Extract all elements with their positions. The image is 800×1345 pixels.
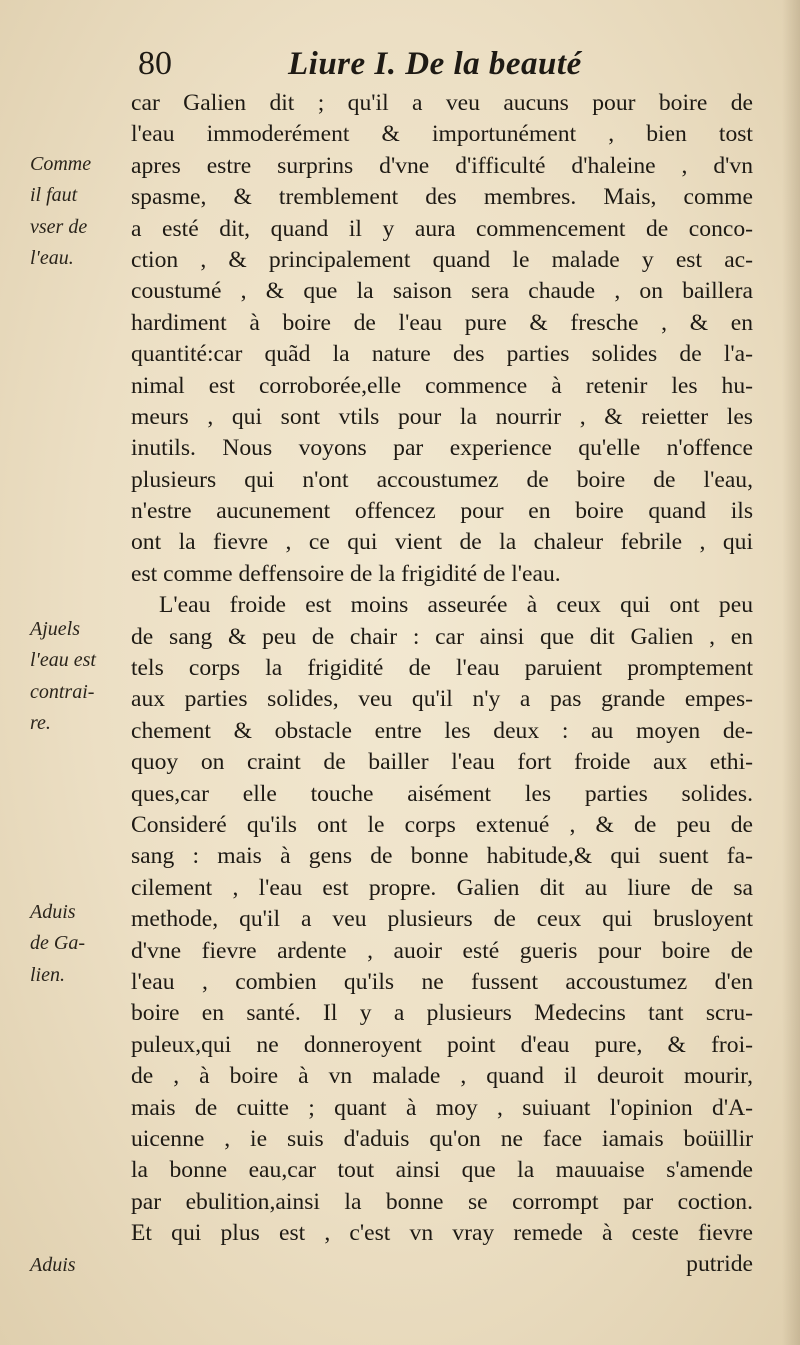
text-line: d'vne fievre ardente , auoir esté gueris pour boire de [131, 937, 753, 964]
margin-note-line: Comme [30, 153, 92, 175]
text-line: plusieurs qui n'ont accoustumez de boire de l'eau, [131, 466, 753, 493]
page-edge-shadow [782, 0, 800, 1345]
page-number: 80 [138, 45, 172, 82]
margin-note-line: de Ga- [30, 932, 85, 955]
text-line: meurs , qui sont vtils pour la nourrir , & reietter les [131, 403, 753, 430]
margin-note-water-use [30, 149, 130, 275]
text-line: ques,car elle touche aisément les parties solides. [131, 780, 753, 807]
text-line: car Galien dit ; qu'il a veu aucuns pour boire de [131, 90, 753, 116]
margin-note-line: Aduis [30, 901, 76, 923]
running-title: Liure I. De la beauté [288, 46, 582, 82]
text-line: par ebulition,ainsi la bonne se corrompt par coction. [131, 1188, 753, 1215]
margin-note-galien [30, 897, 130, 991]
text-line: aux parties solides, veu qu'il n'y a pas grande empes- [131, 686, 753, 713]
text-line: de , à boire à vn malade , quand il deuroit mourir, [131, 1063, 753, 1090]
margin-note-aduis [30, 1250, 130, 1281]
text-line: nimal est corroborée,elle commence à retenir les hu- [131, 372, 753, 399]
margin-note-line: vser de [30, 215, 88, 238]
margin-note-line: l'eau est [30, 649, 96, 672]
text-line: chement & obstacle entre les deux : au moyen de- [131, 717, 753, 744]
margin-note-line: Aduis [30, 1254, 76, 1276]
catchword: putride [686, 1251, 753, 1278]
text-line: n'estre aucunement offencez pour en boire quand ils [131, 498, 753, 525]
margin-note-contrary [30, 614, 130, 740]
margin-note-line: il faut [30, 184, 78, 207]
text-line: tels corps la frigidité de l'eau paruient promptement [131, 655, 753, 682]
text-line: inutils. Nous voyons par experience qu'elle n'offence [131, 435, 753, 462]
text-line: puleux,qui ne donneroyent point d'eau pure, & froi- [131, 1031, 753, 1058]
text-line: spasme, & tremblement des membres. Mais, comme [131, 184, 753, 211]
text-line: l'eau , combien qu'ils ne fussent accoustumez d'en [131, 968, 753, 995]
text-line: quantité:car quãd la nature des parties solides de l'a- [131, 341, 753, 368]
paragraph-start-line: L'eau froide est moins asseurée à ceux qui ont peu [159, 592, 753, 619]
text-line: est comme deffensoire de la frigidité de l'eau. [131, 560, 561, 587]
text-line: coustumé , & que la saison sera chaude , on baillera [131, 278, 753, 305]
text-line: sang : mais à gens de bonne habitude,& qui suent fa- [131, 843, 753, 870]
margin-note-line: Ajuels [30, 618, 80, 640]
margin-note-line: contrai- [30, 680, 95, 703]
text-line: quoy on craint de bailler l'eau fort froide aux ethi- [131, 749, 753, 776]
text-line: uicenne , ie suis d'aduis qu'on ne face iamais boüillir [131, 1125, 753, 1152]
text-line: mais de cuitte ; quant à moy , suiuant l'opinion d'A- [131, 1094, 753, 1121]
text-line: Consideré qu'ils ont le corps extenué , & de peu de [131, 811, 753, 838]
text-line: hardiment à boire de l'eau pure & fresche , & en [131, 309, 753, 336]
margin-note-line: l'eau. [30, 247, 74, 270]
body-text [131, 88, 753, 1281]
text-line: ction , & principalement quand le malade y est ac- [131, 246, 753, 273]
running-head [0, 42, 800, 86]
text-line: apres estre surprins d'vne d'ifficulté d'haleine , d'vn [131, 152, 753, 179]
text-line: methode, qu'il a veu plusieurs de ceux qui brusloyent [131, 906, 753, 933]
text-line: Et qui plus est , c'est vn vray remede à ceste fievre [131, 1220, 753, 1247]
text-line: boire en santé. Il y a plusieurs Medecins tant scru- [131, 1000, 753, 1027]
text-line: de sang & peu de chair : car ainsi que dit Galien , en [131, 623, 753, 650]
text-line: l'eau immoderément & importunément , bien tost [131, 121, 753, 148]
margin-note-line: re. [30, 712, 51, 735]
margin-note-line: lien. [30, 963, 65, 986]
text-line: a esté dit, quand il y aura commencement de conco- [131, 215, 753, 242]
text-line: ont la fievre , ce qui vient de la chaleur febrile , qui [131, 529, 753, 556]
text-line: la bonne eau,car tout ainsi que la mauuaise s'amende [131, 1157, 753, 1184]
text-line: cilement , l'eau est propre. Galien dit au liure de sa [131, 874, 753, 901]
